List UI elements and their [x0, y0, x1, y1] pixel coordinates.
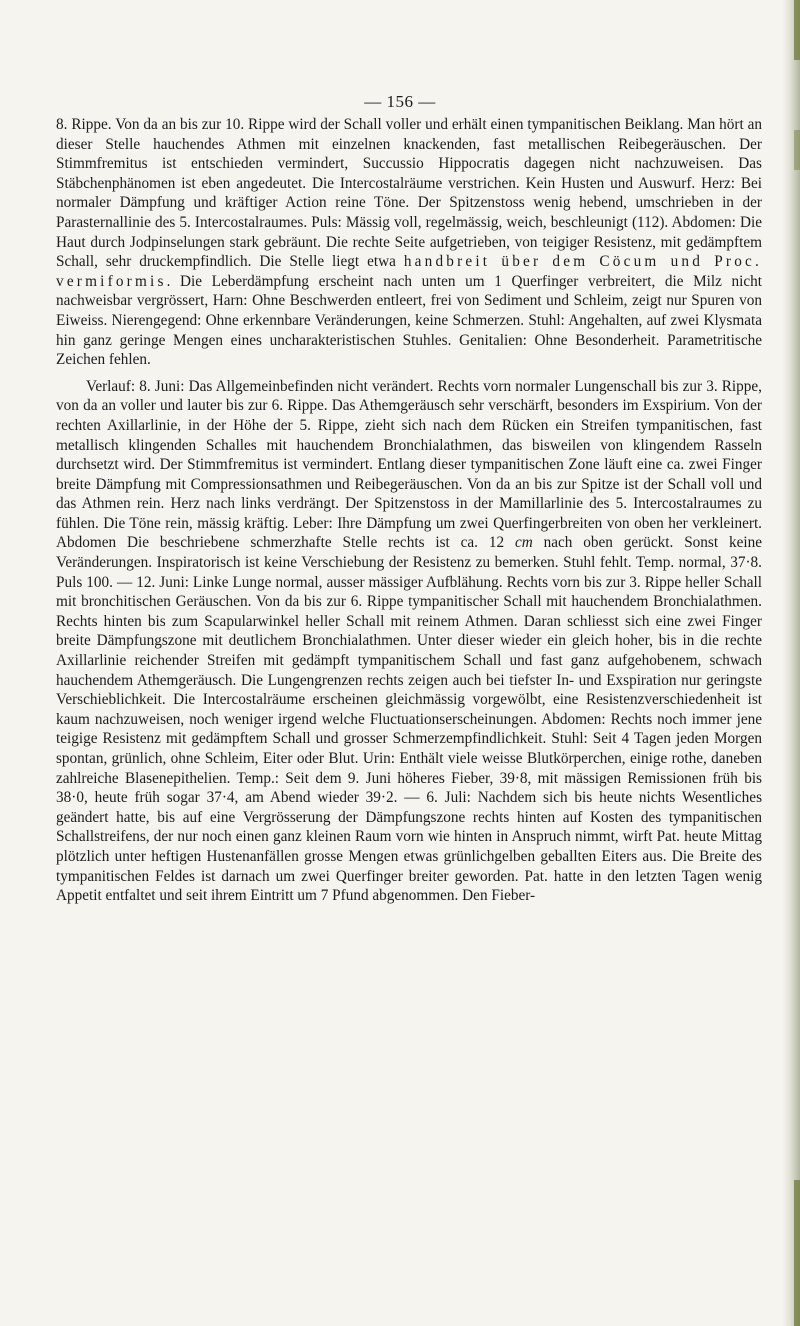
paragraph-2-text-b: nach oben gerückt. Sonst keine Veränderungen. Inspiratorisch ist keine Verschiebung der Resistenz zu bemerken. Stuhl fehlt. Temp. normal, 37·8. Puls 100. — 12. Juni: Linke Lunge normal, ausser mässiger Aufblähung. Rechts vorn bis zur 3. Rippe heller Schall mit bronchitischen Geräuschen. Von da bis zur 6. Rippe tympanitischer Schall mit hauchendem Bronchialathmen. Rechts hinten bis zum Scapularwinkel heller Schall mit reinem Athmen. Daran schliesst sich eine zwei Finger breite Dämpfungszone mit deutlichem Bronchialathmen. Unter dieser wieder ein gleich hoher, bis in die rechte Axillarlinie reichender Streifen mit gedämpft tympanitischem Schall und fast ganz aufgehobenem, schwach hauchendem Athemgeräusch. Die Lungengrenzen rechts zeigen auch bei tiefster In- und Exspiration nur geringste Verschieblichkeit. Die Intercostalräume erscheinen gleichmässig vorgewölbt, eine Resistenzverschiedenheit ist kaum nachzuweisen, noch weniger irgend welche Fluctuationserscheinungen. Abdomen: Rechts noch immer jene teigige Resistenz mit gedämpftem Schall und grosser Schmerzempfindlichkeit. Stuhl: Seit 4 Tagen jeden Morgen spontan, grünlich, ohne Schleim, Eiter oder Blut. Urin: Enthält viele weisse Blutkörperchen, einige rothe, daneben zahlreiche Blasenepithelien. Temp.: Seit dem 9. Juni höheres Fieber, 39·8, mit mässigen Remissionen früh bis 38·0, heute früh sogar 37·4, am Abend wieder 39·2. — 6. Juli: Nachdem sich bis heute nichts Wesentliches geändert hatte, bis auf eine Vergrösserung der Dämpfungszone rechts hinten auf Kosten des tympanitischen Schallstreifens, der nur noch einen ganz kleinen Raum vorn wie hinten in Anspruch nimmt, wirft Pat. heute Mittag plötzlich unter heftigen Hustenanfällen grosse Mengen etwas grünlichgelben geballten Eiters aus. Die Breite des tympanitischen Feldes ist darnach um zwei Querfinger breiter geworden. Pat. hatte in den letzten Tagen wenig Appetit entfaltet und seit ihrem Eintritt um 7 Pfund abgenommen. Den Fieber- — [56, 534, 762, 905]
page-edge-mark — [794, 1180, 800, 1326]
paragraph-1-text-a: 8. Rippe. Von da an bis zur 10. Rippe wird der Schall voller und erhält einen tympanitischen Beiklang. Man hört an dieser Stelle hauchendes Athmen mit einzelnen knackenden, fast metallischen Reibegeräuschen. Der Stimmfremitus ist entschieden vermindert, Succussio Hippocratis dagegen nicht nachzuweisen. Das Stäbchenphänomen ist eben angedeutet. Die Intercostalräume verstrichen. Kein Husten und Auswurf. Herz: Bei normaler Dämpfung und kräftiger Action reine Töne. Der Spitzenstoss wenig hebend, umschrieben in der Parasternallinie des 5. Intercostalraumes. Puls: Mässig voll, regelmässig, weich, beschleunigt (112). Abdomen: Die Haut durch Jodpinselungen stark gebräunt. Die rechte Seite aufgetrieben, von teigiger Resistenz, mit gedämpftem Schall, sehr druckempfindlich. Die Stelle liegt etwa — [56, 116, 762, 271]
paragraph-1 — [56, 115, 762, 370]
body-text — [56, 115, 762, 906]
paragraph-1-text-b: . Die Leberdämpfung erscheint nach unten um 1 Querfinger verbreitert, die Milz nicht nachweisbar vergrössert, Harn: Ohne Beschwerden entleert, frei von Sediment und Schleim, zeigt nur Spuren von Eiweiss. Nierengegend: Ohne erkennbare Veränderungen, keine Schmerzen. Stuhl: Angehalten, auf zwei Klysmata hin ganz geringe Mengen eines uncharakteristischen Stuhles. Genitalien: Ohne Besonderheit. Parametritische Zeichen fehlen. — [56, 272, 762, 369]
paragraph-verlauf — [56, 377, 762, 906]
page-edge-mark — [794, 130, 800, 170]
paragraph-2-text-a: Verlauf: 8. Juni: Das Allgemeinbefinden nicht verändert. Rechts vorn normaler Lungenschall bis zur 3. Rippe, von da an voller und lauter bis zur 6. Rippe. Das Athemgeräusch sehr verschärft, besonders im Exspirium. Von der rechten Axillarlinie, in der Höhe der 5. Rippe, zieht sich nach dem Rücken ein Streifen tympanitischen, fast metallisch klingenden Schalles mit hauchendem Bronchialathmen, das bisweilen von klingendem Rasseln durchsetzt wird. Der Stimmfremitus ist vermindert. Entlang dieser tympanitischen Zone läuft eine ca. zwei Finger breite Dämpfung mit Compressionsathmen und Reibegeräuschen. Von da an bis zur Spitze ist der Schall voll und das Athmen rein. Herz nach links verdrängt. Der Spitzenstoss in der Mamillarlinie des 5. Intercostalraumes zu fühlen. Die Töne rein, mässig kräftig. Leber: Ihre Dämpfung um zwei Querfingerbreiten von oben her verkleinert. Abdomen Die beschriebene schmerzhafte Stelle rechts ist ca. 12 — [56, 377, 762, 552]
page-edge-mark — [794, 0, 800, 60]
page-edge-shadow — [782, 0, 800, 1326]
spaced-emphasis: handbreit über dem Cöcum und Proc. vermiformis — [56, 253, 762, 290]
page-number: — 156 — — [364, 92, 436, 111]
unit-cm: cm — [514, 534, 533, 552]
